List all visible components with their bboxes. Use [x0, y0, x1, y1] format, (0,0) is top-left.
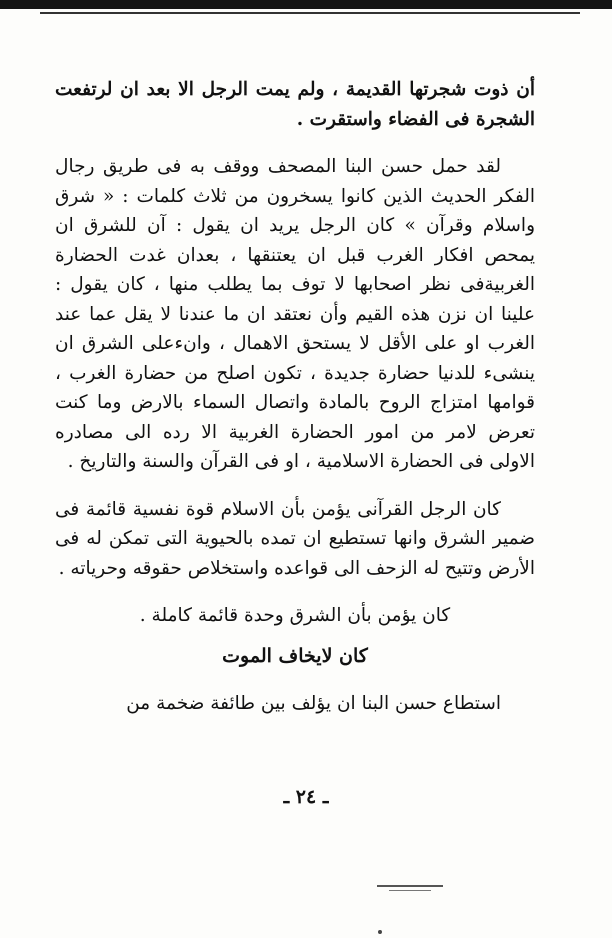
paragraph-1: أن ذوت شجرتها القديمة ، ولم يمت الرجل الا بعد ان لرتفعت الشجرة فى الفضاء واستقرت . — [55, 79, 535, 130]
bottom-ornament-rule-short — [389, 890, 431, 891]
top-thin-rule — [40, 12, 580, 14]
top-border-rule — [0, 0, 612, 9]
page-text-block — [55, 75, 535, 736]
bottom-ornament-rule — [377, 885, 443, 887]
paragraph-2: لقد حمل حسن البنا المصحف ووقف به فى طريق رجال الفكر الحديث الذين كانوا يسخرون من ثلاث كلمات : « شرق واسلام وقرآن » كان الرجل يريد ان يقول : آن للشرق ان يمحص افكار الغرب قبل ان يعتنقها ، بعدان غدت الحضارة الغربيةفى نظر اصحابها لا توف بما يطلب منها ، كان يقول : علينا ان نزن هذه القيم وأن نعتقد ان ما عندنا لا يقل عما عند الغرب او على الأقل لا يستحق الاهمال ، وانءعلى الشرق ان ينشىء للدنيا حضارة جديدة ، تكون اصلح من حضارة الغرب ، قوامها امتزاج الروح بالمادة واتصال السماء بالارض وما كنت تعرض لامر من امور الحضارة الغربية الا رده الى مصادره الاولى فى الحضارة الاسلامية ، او فى القرآن والسنة والتاريخ . — [55, 156, 535, 472]
paragraph-4: كان يؤمن بأن الشرق وحدة قائمة كاملة . — [139, 605, 451, 626]
closing-paragraph: استطاع حسن البنا ان يؤلف بين طائفة ضخمة من — [126, 692, 501, 714]
page-number: ـ ٢٤ ـ — [283, 786, 329, 808]
paragraph-3: كان الرجل القرآنى يؤمن بأن الاسلام قوة نفسية قائمة فى ضمير الشرق وانها تستطيع ان تمده بالحيوية التى تمكن له فى الأرض وتتيح له الزحف الى قواعده واستخلاص حقوقه وحرياته . — [55, 498, 535, 579]
bottom-dot — [378, 930, 382, 934]
section-heading: كان لايخاف الموت — [222, 644, 368, 667]
